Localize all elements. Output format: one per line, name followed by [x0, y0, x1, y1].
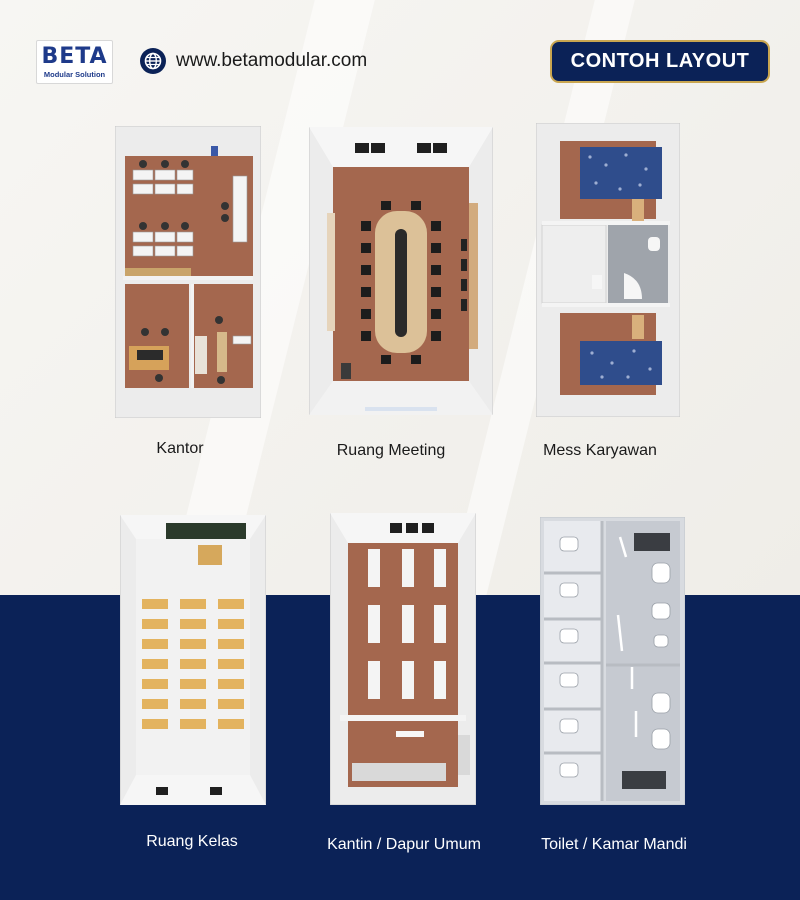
- caption-ruang-meeting: Ruang Meeting: [336, 442, 446, 459]
- brand-logo: [36, 40, 113, 84]
- logo-tagline: Modular Solution: [43, 70, 106, 79]
- office-floor-plan-icon: [115, 126, 261, 418]
- caption-kantin-dapur-umum: Kantin / Dapur Umum: [327, 836, 481, 853]
- caption-mess-karyawan: Mess Karyawan: [543, 442, 657, 459]
- caption-ruang-kelas: Ruang Kelas: [146, 833, 238, 850]
- contoh-layout-badge: CONTOH LAYOUT: [550, 40, 770, 83]
- toilet-bathroom-floor-plan-icon: [540, 517, 685, 805]
- globe-icon: [140, 48, 166, 74]
- website-link[interactable]: www.betamodular.com: [176, 50, 368, 71]
- canteen-kitchen-floor-plan-icon: [330, 513, 476, 805]
- logo-word: BETA: [41, 44, 108, 69]
- meeting-room-floor-plan-icon: [309, 127, 493, 415]
- dormitory-floor-plan-icon: [536, 123, 680, 417]
- caption-kantor: Kantor: [156, 440, 204, 457]
- classroom-floor-plan-icon: [120, 515, 266, 805]
- caption-toilet-kamar-mandi: Toilet / Kamar Mandi: [541, 836, 687, 853]
